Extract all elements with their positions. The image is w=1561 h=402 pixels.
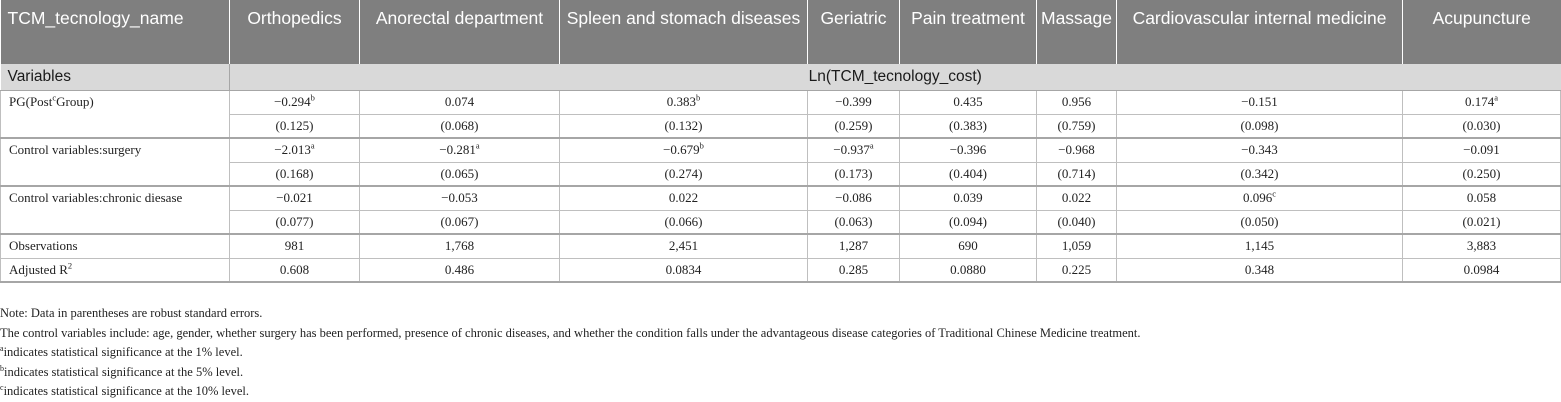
coef-cell: 0.022 bbox=[560, 186, 808, 210]
value-cell: 0.225 bbox=[1037, 258, 1117, 282]
row-label-surgery: Control variables:surgery bbox=[1, 138, 230, 186]
coef-cell: −0.294$^b$ bbox=[230, 90, 360, 114]
coef-cell: 0.022 bbox=[1037, 186, 1117, 210]
coef-cell: 0.956 bbox=[1037, 90, 1117, 114]
coef-cell: −2.013$^a$ bbox=[230, 138, 360, 162]
coef-cell: 0.435 bbox=[900, 90, 1037, 114]
se-cell: (0.067) bbox=[360, 210, 560, 234]
coef-cell: −0.091 bbox=[1403, 138, 1561, 162]
row-label-chronic: Control variables:chronic diesase bbox=[1, 186, 230, 234]
value-cell: 1,287 bbox=[808, 234, 900, 258]
header-cell: Orthopedics bbox=[230, 0, 360, 64]
row-label-adjusted-r2: Adjusted $R^2$ bbox=[1, 258, 230, 282]
value-cell: 0.348 bbox=[1117, 258, 1403, 282]
coef-cell: −0.396 bbox=[900, 138, 1037, 162]
coef-cell: 0.096$^c$ bbox=[1117, 186, 1403, 210]
coef-cell: −0.086 bbox=[808, 186, 900, 210]
se-cell: (0.030) bbox=[1403, 114, 1561, 138]
se-cell: (0.250) bbox=[1403, 162, 1561, 186]
se-cell: (0.132) bbox=[560, 114, 808, 138]
se-cell: (0.342) bbox=[1117, 162, 1403, 186]
header-cell: Pain treatment bbox=[900, 0, 1037, 64]
se-cell: (0.094) bbox=[900, 210, 1037, 234]
header-cell: Acupuncture bbox=[1403, 0, 1561, 64]
value-cell: 2,451 bbox=[560, 234, 808, 258]
table-row bbox=[1, 210, 1561, 234]
header-cell: TCM_tecnology_name bbox=[1, 0, 230, 64]
se-cell: (0.759) bbox=[1037, 114, 1117, 138]
se-cell: (0.714) bbox=[1037, 162, 1117, 186]
se-cell: (0.066) bbox=[560, 210, 808, 234]
header-row bbox=[1, 0, 1561, 64]
se-cell: (0.173) bbox=[808, 162, 900, 186]
se-cell: (0.274) bbox=[560, 162, 808, 186]
coef-cell: 0.074 bbox=[360, 90, 560, 114]
table-notes bbox=[0, 304, 1141, 402]
coef-cell: −0.281$^a$ bbox=[360, 138, 560, 162]
table-row bbox=[1, 258, 1561, 282]
header-cell: Anorectal department bbox=[360, 0, 560, 64]
table-row bbox=[1, 234, 1561, 258]
variables-label: Variables bbox=[1, 64, 230, 90]
se-cell: (0.068) bbox=[360, 114, 560, 138]
coef-cell: 0.058 bbox=[1403, 186, 1561, 210]
coef-cell: −0.151 bbox=[1117, 90, 1403, 114]
coef-cell: 0.383$^b$ bbox=[560, 90, 808, 114]
table-row bbox=[1, 90, 1561, 114]
value-cell: 0.0984 bbox=[1403, 258, 1561, 282]
coef-cell: −0.937$^a$ bbox=[808, 138, 900, 162]
se-cell: (0.077) bbox=[230, 210, 360, 234]
se-cell: (0.168) bbox=[230, 162, 360, 186]
se-cell: (0.021) bbox=[1403, 210, 1561, 234]
se-cell: (0.098) bbox=[1117, 114, 1403, 138]
value-cell: 1,059 bbox=[1037, 234, 1117, 258]
value-cell: 0.285 bbox=[808, 258, 900, 282]
coef-cell: −0.679$^b$ bbox=[560, 138, 808, 162]
value-cell: 690 bbox=[900, 234, 1037, 258]
coef-cell: −0.968 bbox=[1037, 138, 1117, 162]
note-robust-se: Note: Data in parentheses are robust standard errors. bbox=[0, 306, 263, 320]
coef-cell: −0.399 bbox=[808, 90, 900, 114]
note-control-variables: The control variables include: age, gender, whether surgery has been performed, presence of chronic diseases, and whether the condition falls under the advantageous disease categories of Traditional Chinese Medicine treatment. bbox=[0, 325, 1141, 340]
value-cell: 0.608 bbox=[230, 258, 360, 282]
row-label-observations: Observations bbox=[1, 234, 230, 258]
se-cell: (0.383) bbox=[900, 114, 1037, 138]
header-cell: Cardiovascular internal medicine bbox=[1117, 0, 1403, 64]
coef-cell: −0.053 bbox=[360, 186, 560, 210]
se-cell: (0.050) bbox=[1117, 210, 1403, 234]
value-cell: 981 bbox=[230, 234, 360, 258]
table-row bbox=[1, 186, 1561, 210]
header-cell: Geriatric bbox=[808, 0, 900, 64]
footnote-b: $^b$indicates statistical significance at the 5% level. bbox=[0, 363, 244, 379]
subheader-row bbox=[1, 64, 1561, 90]
value-cell: 0.486 bbox=[360, 258, 560, 282]
row-label-pg: PG(Post$^c$Group) bbox=[1, 90, 230, 138]
se-cell: (0.259) bbox=[808, 114, 900, 138]
header-cell: Spleen and stomach diseases bbox=[560, 0, 808, 64]
footnote-c: $^c$indicates statistical significance at the 10% level. bbox=[0, 383, 249, 399]
header-cell: Massage bbox=[1037, 0, 1117, 64]
table-row bbox=[1, 114, 1561, 138]
se-cell: (0.063) bbox=[808, 210, 900, 234]
se-cell: (0.065) bbox=[360, 162, 560, 186]
footnote-a: $^a$indicates statistical significance at the 1% level. bbox=[0, 344, 243, 360]
table-row bbox=[1, 138, 1561, 162]
value-cell: 3,883 bbox=[1403, 234, 1561, 258]
se-cell: (0.125) bbox=[230, 114, 360, 138]
value-cell: 1,145 bbox=[1117, 234, 1403, 258]
value-cell: 0.0880 bbox=[900, 258, 1037, 282]
coef-cell: −0.021 bbox=[230, 186, 360, 210]
value-cell: 1,768 bbox=[360, 234, 560, 258]
se-cell: (0.404) bbox=[900, 162, 1037, 186]
se-cell: (0.040) bbox=[1037, 210, 1117, 234]
coef-cell: 0.174$^a$ bbox=[1403, 90, 1561, 114]
dependent-variable-label: Ln(TCM_tecnology_cost) bbox=[230, 64, 1561, 90]
table-row bbox=[1, 162, 1561, 186]
value-cell: 0.0834 bbox=[560, 258, 808, 282]
coef-cell: 0.039 bbox=[900, 186, 1037, 210]
coef-cell: −0.343 bbox=[1117, 138, 1403, 162]
